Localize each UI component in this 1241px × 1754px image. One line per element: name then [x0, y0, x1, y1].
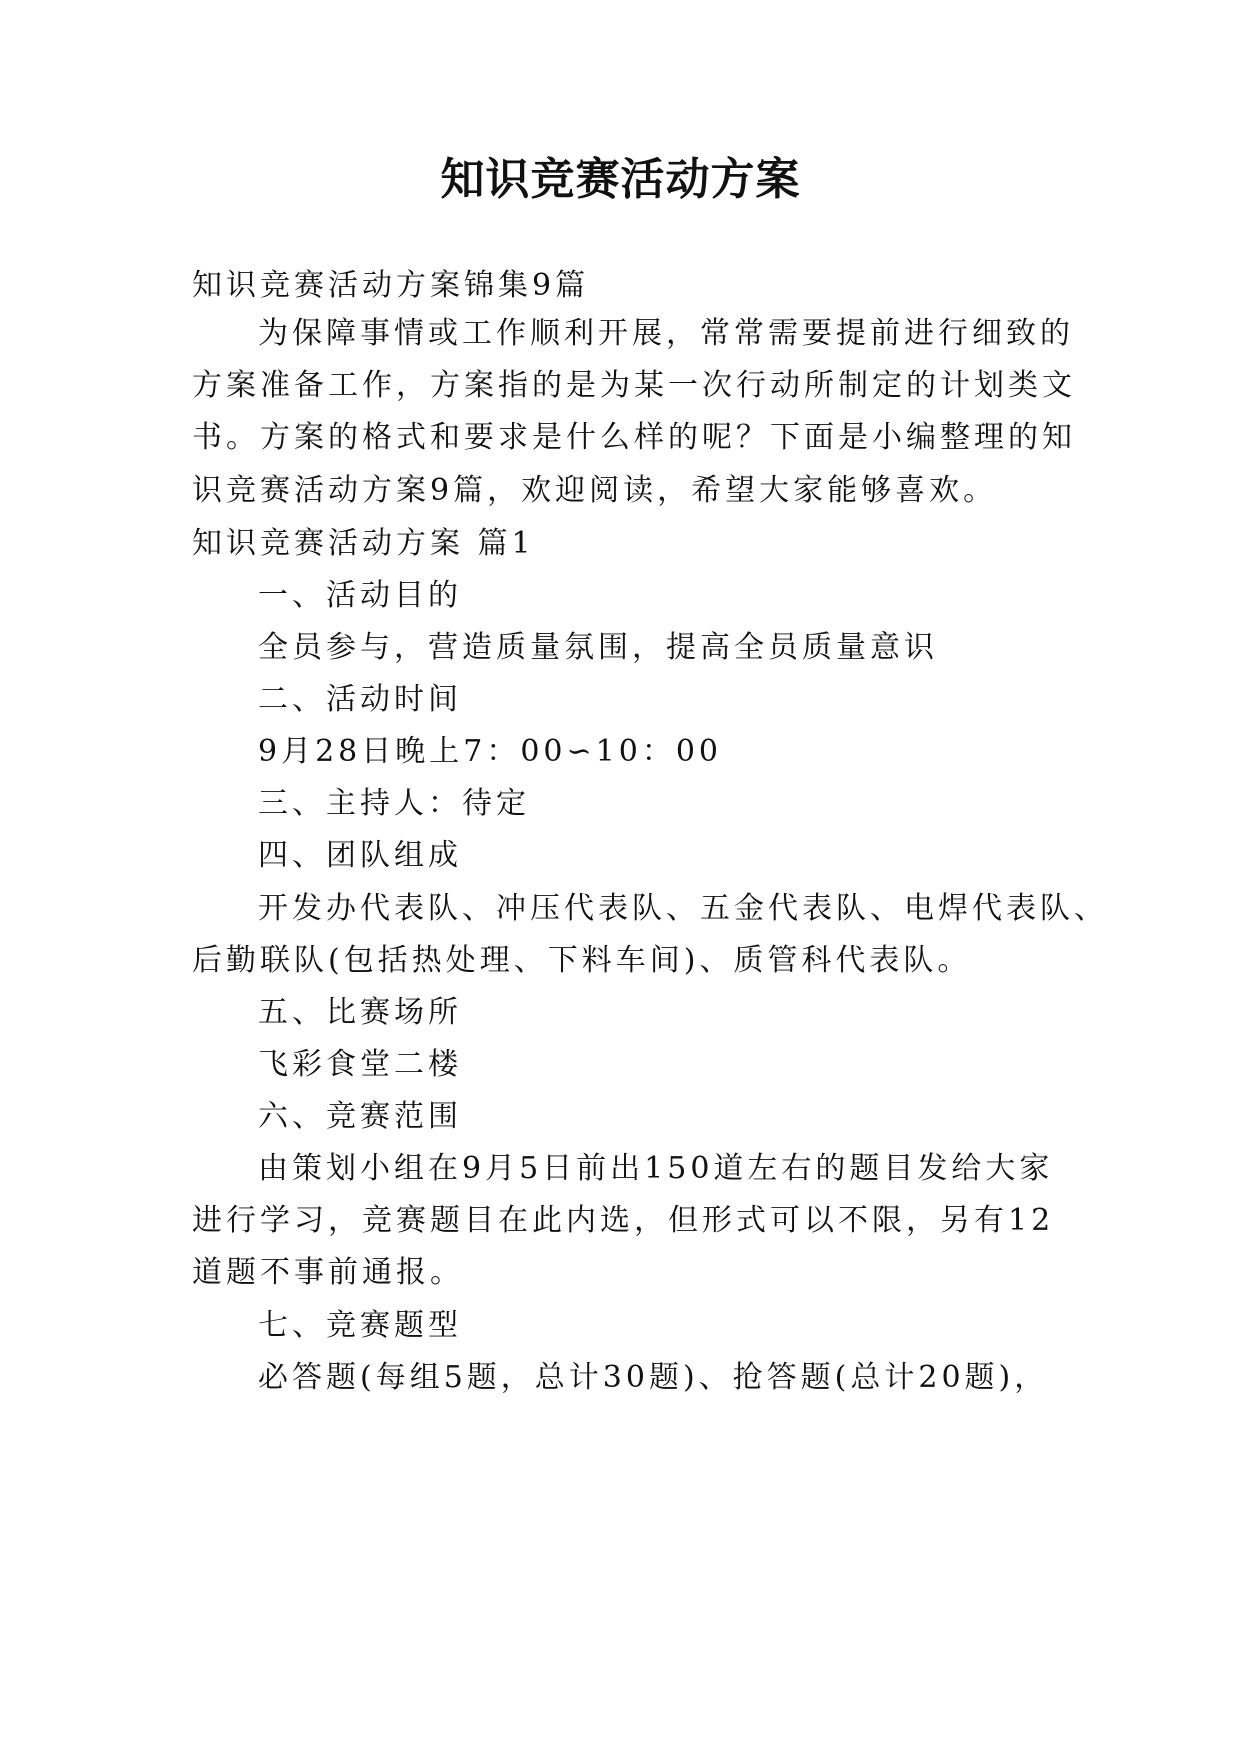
item-text: 全员参与，营造质量氛围，提高全员质量意识 [258, 630, 938, 665]
item-heading: 一、活动目的 [258, 578, 462, 613]
item-text: 开发办代表队、冲压代表队、五金代表队、电焊代表队、 [258, 891, 1108, 926]
subtitle-line: 知识竞赛活动方案锦集9篇 [192, 268, 590, 303]
item-heading: 六、竞赛范围 [258, 1099, 462, 1134]
item-text: 道题不事前通报。 [192, 1255, 464, 1290]
intro-paragraph-line: 书。方案的格式和要求是什么样的呢？下面是小编整理的知 [192, 420, 1076, 455]
intro-paragraph-line: 识竞赛活动方案9篇，欢迎阅读，希望大家能够喜欢。 [192, 473, 998, 508]
item-text: 进行学习，竞赛题目在此内选，但形式可以不限，另有12 [192, 1203, 1055, 1238]
item-text: 必答题(每组5题，总计30题)、抢答题(总计20题)， [258, 1360, 1049, 1395]
item-text: 9月28日晚上7：00∽10：00 [258, 734, 723, 769]
item-heading: 七、竞赛题型 [258, 1308, 462, 1343]
item-text: 飞彩食堂二楼 [258, 1047, 462, 1082]
item-heading: 五、比赛场所 [258, 995, 462, 1030]
item-heading: 四、团队组成 [258, 838, 462, 873]
item-text: 后勤联队(包括热处理、下料车间)、质管科代表队。 [192, 943, 972, 978]
item-heading: 三、主持人：待定 [258, 786, 530, 821]
section-heading: 知识竞赛活动方案 篇1 [192, 526, 535, 561]
intro-paragraph-line: 方案准备工作，方案指的是为某一次行动所制定的计划类文 [192, 368, 1076, 403]
intro-paragraph-line: 为保障事情或工作顺利开展，常常需要提前进行细致的 [258, 316, 1074, 351]
document-title: 知识竞赛活动方案 [440, 154, 801, 205]
item-heading: 二、活动时间 [258, 682, 462, 717]
item-text: 由策划小组在9月5日前出150道左右的题目发给大家 [258, 1151, 1054, 1186]
